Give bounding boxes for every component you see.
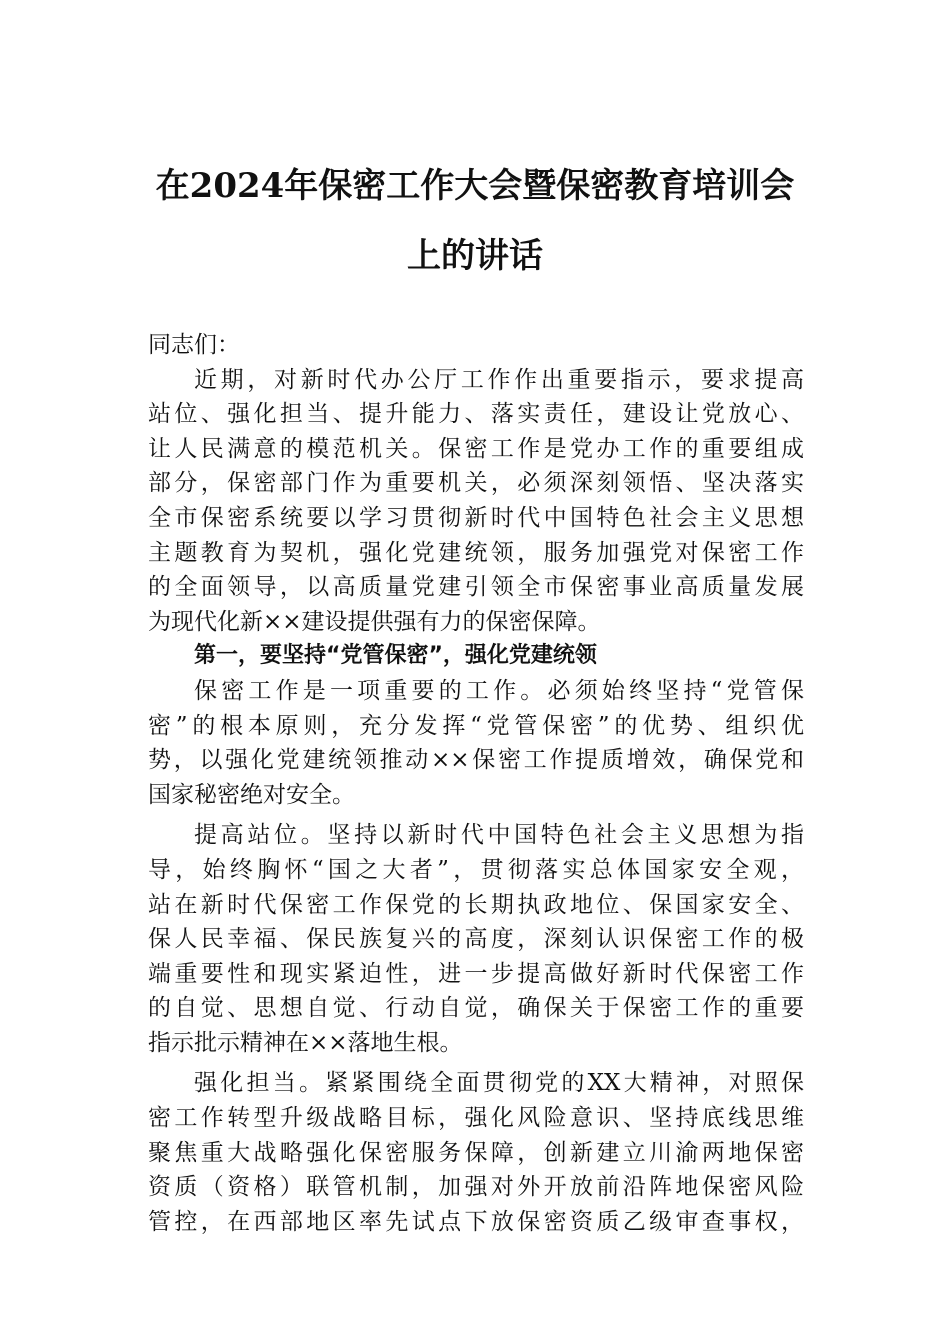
paragraph-line: 管控，在西部地区率先试点下放保密资质乙级审查事权， xyxy=(148,1208,804,1235)
paragraph-line: 指示批示精神在××落地生根。 xyxy=(148,1029,463,1056)
paragraph-line: 的自觉、思想自觉、行动自觉，确保关于保密工作的重要 xyxy=(148,995,804,1022)
paragraph-line: 端重要性和现实紧迫性，进一步提高做好新时代保密工作 xyxy=(148,960,804,987)
paragraph-line: 强化担当。紧紧围绕全面贯彻党的XX大精神，对照保 xyxy=(194,1070,804,1097)
paragraph-line: 的全面领导，以高质量党建引领全市保密事业高质量发展 xyxy=(148,574,804,601)
paragraph-line: 让人民满意的模范机关。保密工作是党办工作的重要组成 xyxy=(148,435,804,462)
paragraph-line: 提高站位。坚持以新时代中国特色社会主义思想为指 xyxy=(194,822,804,849)
paragraph-2 xyxy=(148,674,804,812)
paragraph-line: 保密工作是一项重要的工作。必须始终坚持“党管保 xyxy=(194,677,804,704)
section-heading-1: 第一，要坚持“党管保密”，强化党建统领 xyxy=(194,643,597,669)
paragraph-line: 导，始终胸怀“国之大者”，贯彻落实总体国家安全观， xyxy=(148,856,804,883)
paragraph-line: 密”的根本原则，充分发挥“党管保密”的优势、组织优 xyxy=(148,712,804,739)
salutation: 同志们： xyxy=(148,332,240,358)
document-body xyxy=(148,328,804,1239)
paragraph-line: 聚焦重大战略强化保密服务保障，创新建立川渝两地保密 xyxy=(148,1139,804,1166)
paragraph-line: 全市保密系统要以学习贯彻新时代中国特色社会主义思想 xyxy=(148,504,804,531)
paragraph-3 xyxy=(148,818,804,1060)
document-title-line-1: 在2024年保密工作大会暨保密教育培训会 xyxy=(155,166,795,206)
paragraph-line: 部分，保密部门作为重要机关，必须深刻领悟、坚决落实 xyxy=(148,470,804,497)
paragraph-line: 站在新时代保密工作保党的长期执政地位、保国家安全、 xyxy=(148,891,804,918)
paragraph-line: 主题教育为契机，强化党建统领，服务加强党对保密工作 xyxy=(148,539,804,566)
document-title-line-2: 上的讲话 xyxy=(407,236,543,276)
paragraph-line: 密工作转型升级战略目标，强化风险意识、坚持底线思维 xyxy=(148,1105,804,1132)
paragraph-line: 势，以强化党建统领推动××保密工作提质增效，确保党和 xyxy=(148,747,804,774)
paragraph-line: 资质（资格）联管机制，加强对外开放前沿阵地保密风险 xyxy=(148,1174,804,1201)
paragraph-line: 站位、强化担当、提升能力、落实责任，建设让党放心、 xyxy=(148,401,804,428)
paragraph-line: 保人民幸福、保民族复兴的高度，深刻认识保密工作的极 xyxy=(148,926,804,953)
paragraph-line: 国家秘密绝对安全。 xyxy=(148,781,355,808)
paragraph-line: 为现代化新××建设提供强有力的保密保障。 xyxy=(148,608,601,635)
paragraph-4 xyxy=(148,1066,804,1239)
paragraph-line: 近期，对新时代办公厅工作作出重要指示，要求提高 xyxy=(194,366,804,393)
paragraph-1 xyxy=(148,363,804,640)
